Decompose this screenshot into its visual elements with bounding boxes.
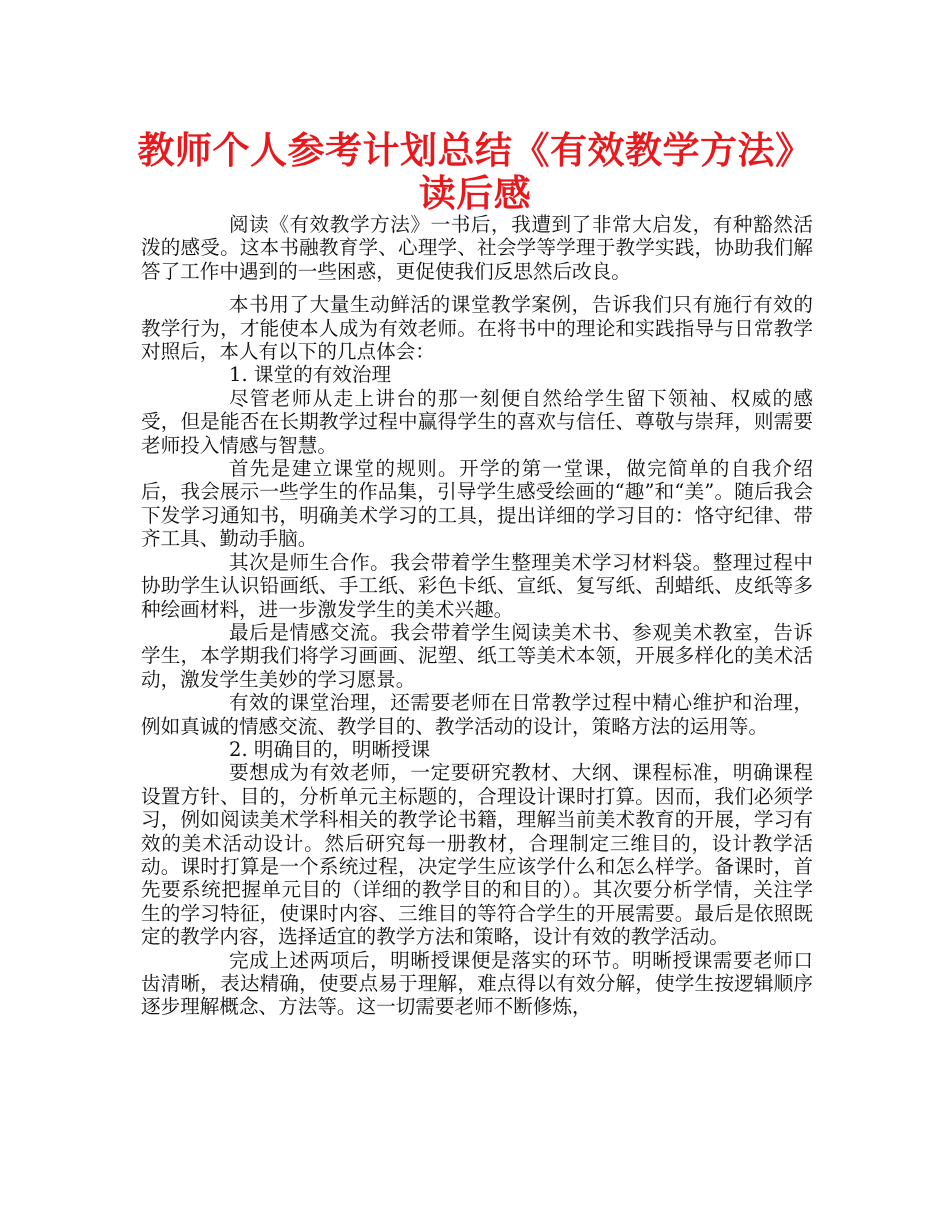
paragraph: 完成上述两项后，明晰授课便是落实的环节。明晰授课需要老师口齿清晰，表达精确，使要点易于理解，难点得以有效分解，使学生按逻辑顺序逐步理解概念、方法等。这一切需要老师不断修炼， xyxy=(141,948,813,1019)
paragraph: 首先是建立课堂的规则。开学的第一堂课，做完简单的自我介绍后，我会展示一些学生的作品集，引导学生感受绘画的“趣”和“美”。随后我会下发学习通知书，明确美术学习的工具，提出详细的学习目的：恪守纪律、带齐工具、勤动手脑。 xyxy=(141,457,813,551)
section-heading-1: 1. 课堂的有效治理 xyxy=(229,363,392,387)
paragraph: 要想成为有效老师，一定要研究教材、大纲、课程标准，明确课程设置方针、目的，分析单元主标题的，合理设计课时打算。因而，我们必须学习，例如阅读美术学科相关的教学论书籍，理解当前美术教育的开展，学习有效的美术活动设计。然后研究每一册教材，合理制定三维目的，设计教学活动。课时打算是一个系统过程，决定学生应该学什么和怎么样学。备课时，首先要系统把握单元目的（详细的教学目的和目的）。其次要分析学情，关注学生的学习特征，使课时内容、三维目的等符合学生的开展需要。最后是依照既定的教学内容，选择适宜的教学方法和策略，设计有效的教学活动。 xyxy=(141,761,813,949)
document-title-line-1: 教师个人参考计划总结《有效教学方法》 xyxy=(137,129,813,172)
document-body xyxy=(141,213,813,1019)
paragraph: 尽管老师从走上讲台的那一刻便自然给学生留下领袖、权威的感受，但是能否在长期教学过程中赢得学生的喜欢与信任、尊敬与崇拜，则需要老师投入情感与智慧。 xyxy=(141,386,813,457)
paragraph: 其次是师生合作。我会带着学生整理美术学习材料袋。整理过程中协助学生认识铅画纸、手工纸、彩色卡纸、宣纸、复写纸、刮蜡纸、皮纸等多种绘画材料，进一步激发学生的美术兴趣。 xyxy=(141,550,813,621)
document-title-line-2: 读后感 xyxy=(418,172,532,215)
paragraph: 最后是情感交流。我会带着学生阅读美术书、参观美术教室，告诉学生，本学期我们将学习画画、泥塑、纸工等美术本领，开展多样化的美术活动，激发学生美妙的学习愿景。 xyxy=(141,620,813,691)
paragraph-intro: 阅读《有效教学方法》一书后，我遭到了非常大启发，有种豁然活泼的感受。这本书融教育学、心理学、社会学等学理于教学实践，协助我们解答了工作中遇到的一些困惑，更促使我们反思然后改良。 xyxy=(141,213,813,283)
section-heading-2: 2. 明确目的，明晰授课 xyxy=(229,737,431,761)
paragraph-overview: 本书用了大量生动鲜活的课堂教学案例，告诉我们只有施行有效的教学行为，才能使本人成为有效老师。在将书中的理论和实践指导与日常教学对照后，本人有以下的几点体会： xyxy=(141,293,813,364)
paragraph: 有效的课堂治理，还需要老师在日常教学过程中精心维护和治理，例如真诚的情感交流、教学目的、教学活动的设计，策略方法的运用等。 xyxy=(141,691,813,738)
